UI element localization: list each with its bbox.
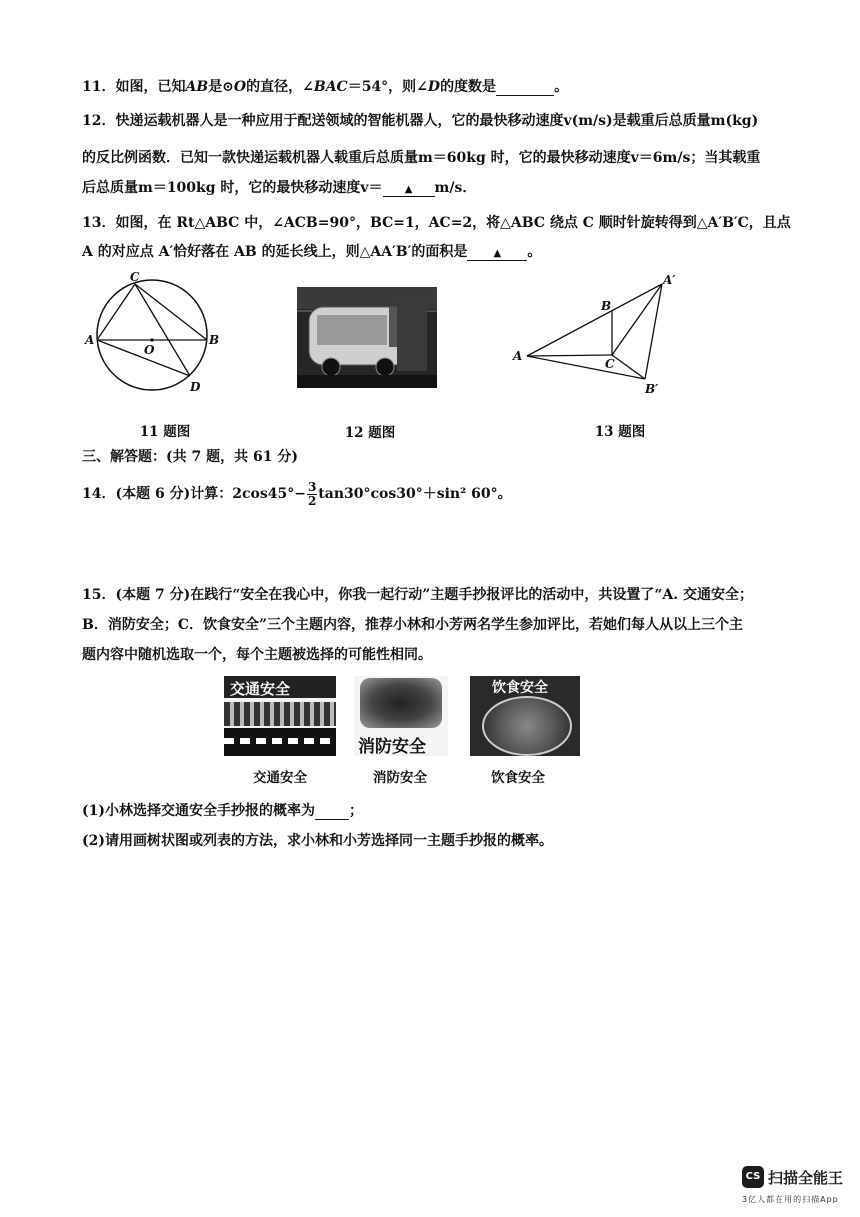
q13-line2-text: A 的对应点 A′恰好落在 AB 的延长线上，则△AA′B′的面积是: [82, 244, 468, 260]
answer-blank: [315, 803, 349, 820]
q11-diam: 的直径，∠: [246, 79, 314, 95]
question-13-line2: [82, 241, 541, 261]
q14-expr-a: 2cos45°−: [232, 486, 306, 502]
triangle-marker-icon: ▲: [493, 248, 502, 259]
segment-cb: [135, 284, 207, 340]
center-point: [150, 338, 153, 341]
q11-bac: BAC: [313, 79, 348, 95]
answer-blank: [383, 180, 435, 197]
question-13-line1: 13．如图，在 Rt△ABC 中，∠ACB=90°，BC=1，AC=2，将△ABC 绕点 C 顺时针旋转得到△A′B′C，且点: [82, 215, 791, 231]
q15-sub1-text: (1)小林选择交通安全手抄报的概率为: [82, 803, 315, 819]
poster-fire-safety: [354, 676, 448, 756]
label-c: C: [605, 357, 615, 371]
q11-circle: 是⊙: [208, 79, 234, 95]
answer-blank: [467, 244, 527, 261]
question-12-line3: [82, 177, 476, 197]
figure-13-caption: 13 题图: [594, 424, 646, 440]
label-a: A: [513, 349, 523, 363]
q11-text: 11．如图，已知: [82, 79, 186, 95]
q12-line3-text: 后总质量m＝100kg 时，它的最快移动速度v＝: [82, 180, 383, 196]
poster-caption-fire: 消防安全: [373, 770, 427, 786]
poster-traffic-title: 交通安全: [230, 680, 291, 698]
q11-d: D: [427, 79, 441, 95]
question-15-line1: 15．(本题 7 分)在践行“安全在我心中，你我一起行动”主题手抄报评比的活动中，共设置了“A. 交通安全；: [82, 587, 753, 603]
question-12-line2: 的反比例函数．已知一款快递运载机器人载重后总质量m＝60kg 时，它的最快移动速度v＝6m/s；当其载重: [82, 150, 761, 166]
segment-aa-prime: [527, 284, 662, 356]
q11-tail: 的度数是: [440, 79, 497, 95]
question-14: [82, 480, 512, 508]
q13-end: 。: [527, 244, 542, 260]
segment-ca-prime: [612, 284, 662, 355]
label-d: D: [190, 380, 201, 394]
figure-12-caption: 12 题图: [344, 425, 396, 441]
label-a-prime: A′: [663, 273, 676, 287]
figure-11-caption: 11 题图: [139, 424, 191, 440]
poster-traffic-safety: [224, 676, 336, 756]
poster-caption-traffic: 交通安全: [253, 770, 307, 786]
poster-caption-food: 饮食安全: [491, 770, 545, 786]
delivery-robot-photo: [297, 287, 437, 388]
fraction: [307, 481, 317, 508]
q11-angle: ＝54°，则∠: [347, 79, 428, 95]
watermark-slogan: 3亿人都在用的扫描App: [742, 1195, 839, 1204]
question-15-sub1: [82, 800, 363, 820]
poster-food-title: 饮食安全: [492, 680, 548, 696]
figure-13-rotation-diagram: [505, 272, 685, 402]
label-b: B: [209, 333, 220, 347]
q15-sub1-end: ；: [349, 803, 363, 819]
q14-expr-b: tan30°cos30°＋sin² 60°。: [318, 486, 512, 502]
segment-ab-prime: [527, 356, 645, 379]
question-11: [82, 76, 568, 96]
camscanner-logo-icon: CS: [742, 1166, 764, 1188]
q11-end: 。: [554, 79, 569, 95]
robot-photo-graphic: [297, 287, 437, 388]
label-a: A: [85, 333, 95, 347]
watermark-brand: 扫描全能王: [768, 1169, 844, 1187]
label-b-prime: B′: [645, 382, 659, 396]
label-b: B: [601, 299, 612, 313]
poster-food-safety: [470, 676, 580, 756]
question-15-line2: B．消防安全；C．饮食安全”三个主题内容，推荐小林和小芳两名学生参加评比，若她们每人从以上三个主: [82, 617, 744, 633]
segment-ac: [527, 355, 612, 356]
q12-unit: m/s．: [434, 180, 477, 196]
triangle-marker-icon: ▲: [404, 184, 413, 195]
q11-o: O: [233, 79, 247, 95]
question-12-line1: 12．快递运载机器人是一种应用于配送领域的智能机器人，它的最快移动速度v(m/s)是载重后总质量m(kg): [82, 113, 759, 129]
question-15-sub2: (2)请用画树状图或列表的方法，求小林和小芳选择同一主题手抄报的概率。: [82, 833, 553, 849]
fraction-denominator: 2: [307, 493, 317, 508]
segment-cd: [135, 284, 190, 376]
q11-ab: AB: [185, 79, 209, 95]
section-3-title: 三、解答题：(共 7 题，共 61 分): [82, 449, 298, 465]
figure-11-circle-diagram: [80, 270, 230, 400]
label-o: O: [144, 343, 155, 357]
q14-text: 14．(本题 6 分)计算：: [82, 486, 233, 502]
label-c: C: [130, 270, 140, 284]
poster-fire-title: 消防安全: [358, 737, 426, 756]
question-15-line3: 题内容中随机选取一个，每个主题被选择的可能性相同。: [82, 647, 432, 663]
fraction-numerator: 3: [307, 479, 317, 494]
answer-blank: [496, 79, 554, 96]
segment-a-prime-b-prime: [645, 284, 662, 379]
